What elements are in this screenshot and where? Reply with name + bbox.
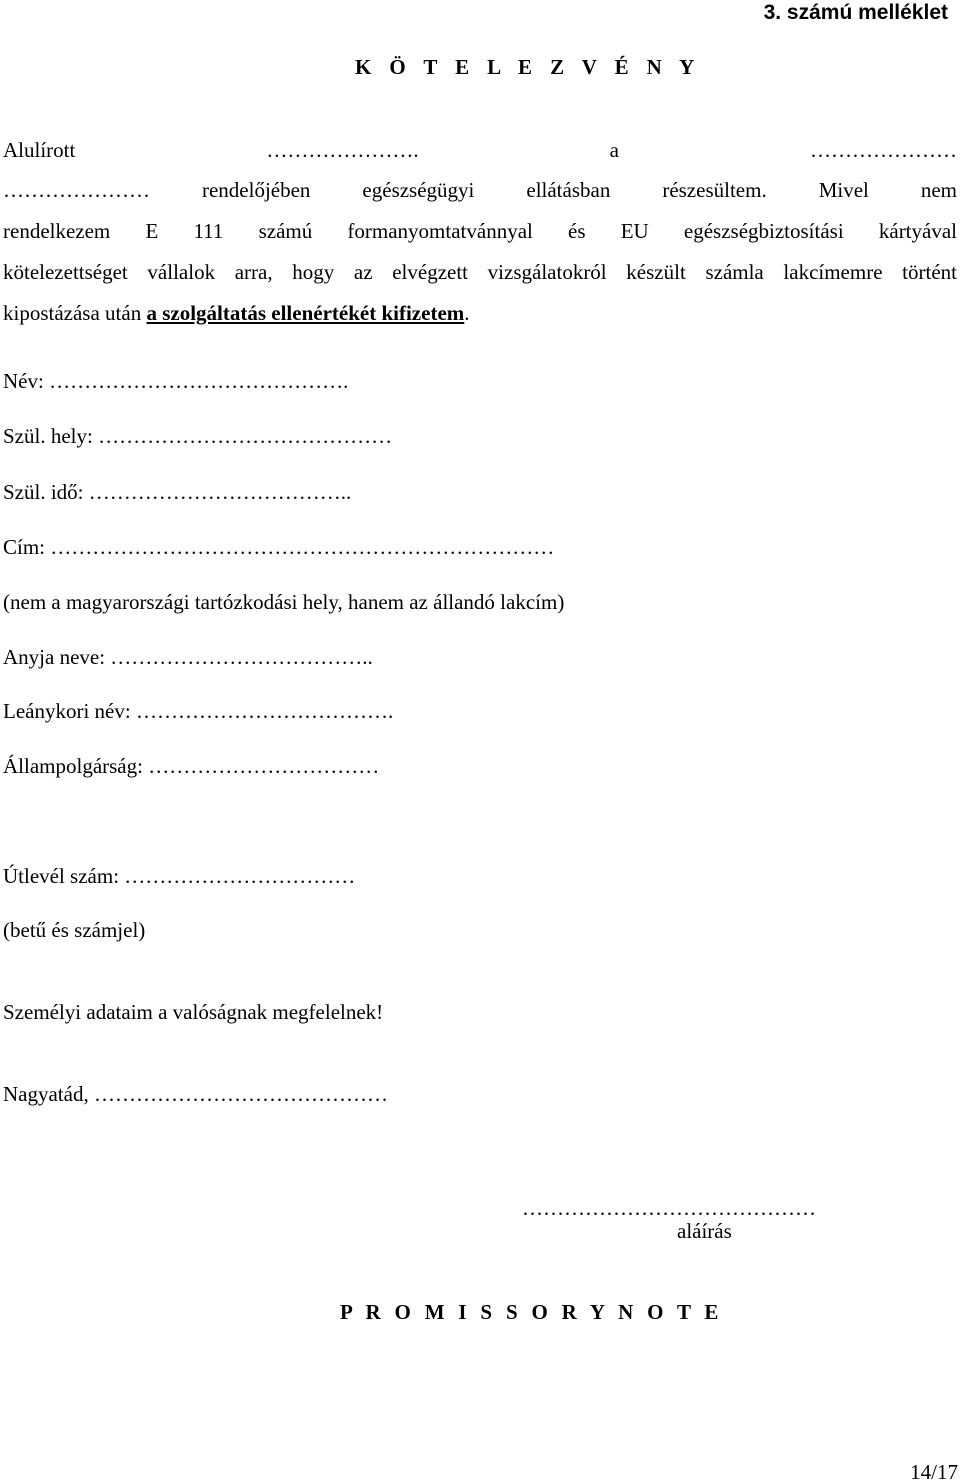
promissory-note-heading: P R O M I S S O R Y N O T E [340, 1300, 723, 1324]
address-note: (nem a magyarországi tartózkodási hely, hanem az állandó lakcím) [3, 590, 565, 614]
payment-commitment: a szolgáltatás ellenértékét kifizetem [146, 301, 465, 325]
body-line-3: rendelkezem E 111 számú formanyomtatvánnyal és EU egészségbiztosítási kártyával [3, 219, 957, 243]
name-field[interactable]: Név: ……………………………………. [3, 369, 349, 393]
passport-note: (betű és számjel) [3, 918, 146, 942]
document-title: K Ö T E L E Z V É N Y [355, 55, 701, 79]
signature-line[interactable]: …………………………………… [522, 1196, 816, 1220]
mother-name-field[interactable]: Anyja neve: ……………………………….. [3, 645, 373, 669]
body-line-5 [3, 303, 470, 324]
birth-date-field[interactable]: Szül. idő: ……………………………….. [3, 480, 352, 504]
maiden-name-field[interactable]: Leánykori név: ………………………………. [3, 699, 394, 723]
birth-place-field[interactable]: Szül. hely: …………………………………… [3, 424, 393, 448]
place-date-field[interactable]: Nagyatád, …………………………………… [3, 1082, 388, 1106]
address-field[interactable]: Cím: ……………………………………………………………… [3, 535, 555, 559]
body-line-5-end: . [464, 301, 470, 325]
body-line-1: Alulírott …………………. a ………………… [3, 138, 957, 162]
body-line-5-start: kipostázása után [3, 301, 147, 325]
body-line-2: ………………… rendelőjében egészségügyi ellátásban részesültem. Mivel nem [3, 178, 957, 202]
declaration-text: Személyi adataim a valóságnak megfelelnek! [3, 1000, 384, 1024]
signature-label: aláírás [677, 1219, 732, 1243]
citizenship-field[interactable]: Állampolgárság: …………………………… [3, 754, 380, 778]
page-number: 14/17 [910, 1460, 958, 1484]
passport-field[interactable]: Útlevél szám: …………………………… [3, 864, 356, 888]
annex-label: 3. számú melléklet [763, 1, 948, 24]
body-line-4: kötelezettséget vállalok arra, hogy az elvégzett vizsgálatokról készült számla lakcímemre történt [3, 260, 957, 284]
